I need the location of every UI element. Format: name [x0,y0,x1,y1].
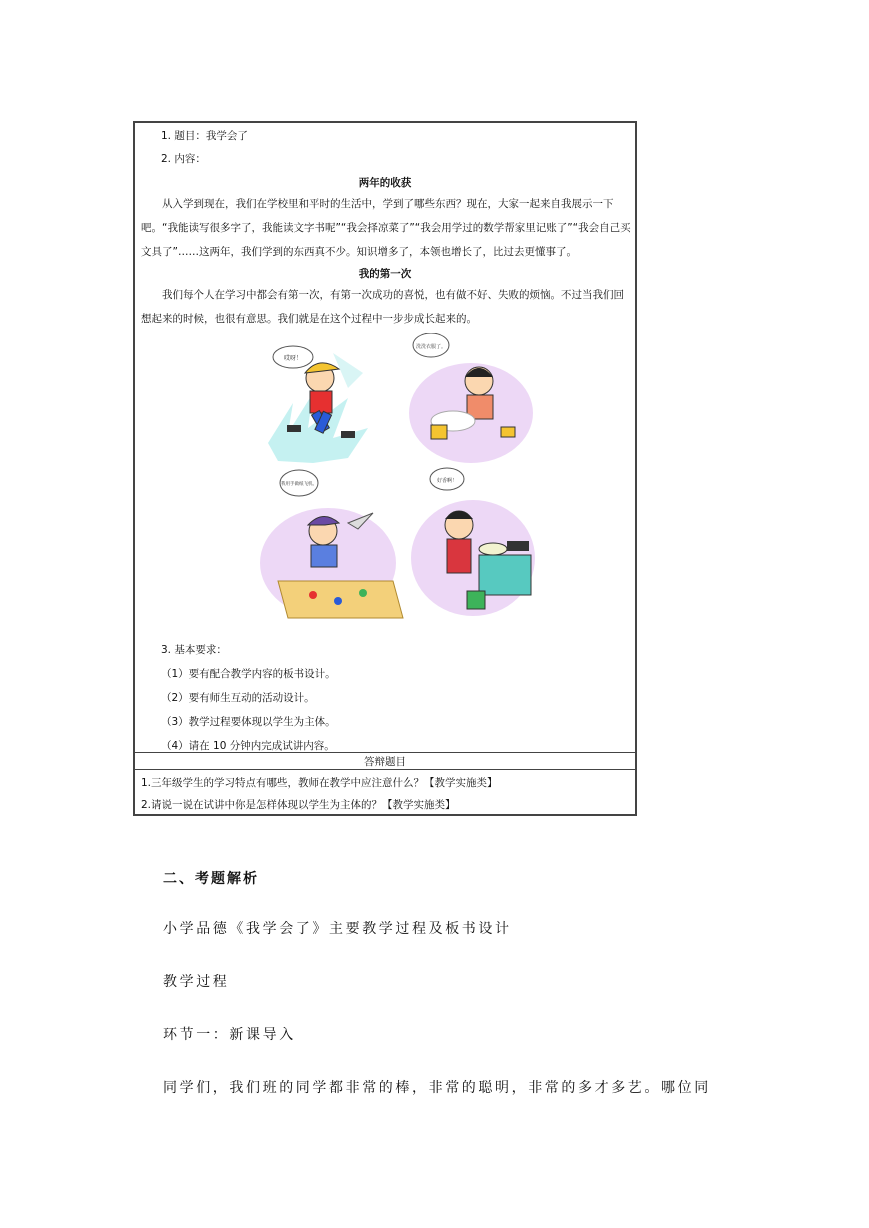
divider-top [135,752,635,753]
exam-question-box [133,121,637,816]
bubble-text-2: 洗洗衣服了。 [415,344,447,350]
illustration-panel [253,333,543,638]
requirement-3: （3）教学过程要体现以学生为主体。 [161,716,336,728]
cooking-boy-illustration [411,468,535,616]
analysis-step-one: 环节一：新课导入 [163,1027,296,1043]
analysis-paragraph: 同学们，我们班的同学都非常的棒，非常的聪明，非常的多才多艺。哪位同 [163,1080,711,1096]
content-line: 2. 内容： [161,153,206,165]
bubble-text-4: 好香啊！ [436,478,458,484]
requirements-title: 3. 基本要求： [161,644,227,656]
washing-girl-illustration [409,333,533,463]
plane-boy-illustration [260,470,403,618]
answer-question-2: 2.请说一说在试讲中你是怎样体现以学生为主体的？【教学实施类】 [141,799,456,811]
section-title-first-time: 我的第一次 [358,268,412,280]
paragraph-first-time: 我们每个人在学习中都会有第一次，有第一次成功的喜悦，也有做不好、失败的烦恼。不过当我们回想起来的时候，也很有意思。我们就是在这个过程中一步步成长起来的。 [141,289,624,325]
bubble-text-3: 我用手做纸飞机。 [281,482,317,487]
topic-line: 1. 题目：我学会了 [161,130,248,142]
requirement-1: （1）要有配合教学内容的板书设计。 [161,668,336,680]
analysis-heading: 二、考题解析 [163,871,259,887]
requirement-4: （4）请在 10 分钟内完成试讲内容。 [161,740,335,752]
paragraph-harvest-examples: “我能读写很多字了，我能读文字书呢”“我会择凉菜了”“我会用学过的数学帮家里记账了”“我会自己买文具了”……这两年，我们学到的东西真不少。知识增多了，本领也增长了，比过去更懂事了。 [141,222,631,258]
analysis-teaching-process: 教学过程 [163,974,230,990]
bubble-text-1: 哎呀！ [283,355,303,362]
skating-boy-illustration [268,346,368,463]
analysis-lesson-title: 小学品德《我学会了》主要教学过程及板书设计 [163,921,512,937]
answer-question-1: 1.三年级学生的学习特点有哪些，教师在教学中应注意什么？【教学实施类】 [141,777,498,789]
requirement-2: （2）要有师生互动的活动设计。 [161,692,315,704]
section-title-harvest: 两年的收获 [358,177,412,189]
paragraph-harvest-intro: 从入学到现在，我们在学校里和平时的生活中，学到了哪些东西？现在，大家一起来自我展示一下吧。 [141,198,614,234]
answer-section-header: 答辩题目 [364,756,406,768]
divider-middle [135,769,635,770]
